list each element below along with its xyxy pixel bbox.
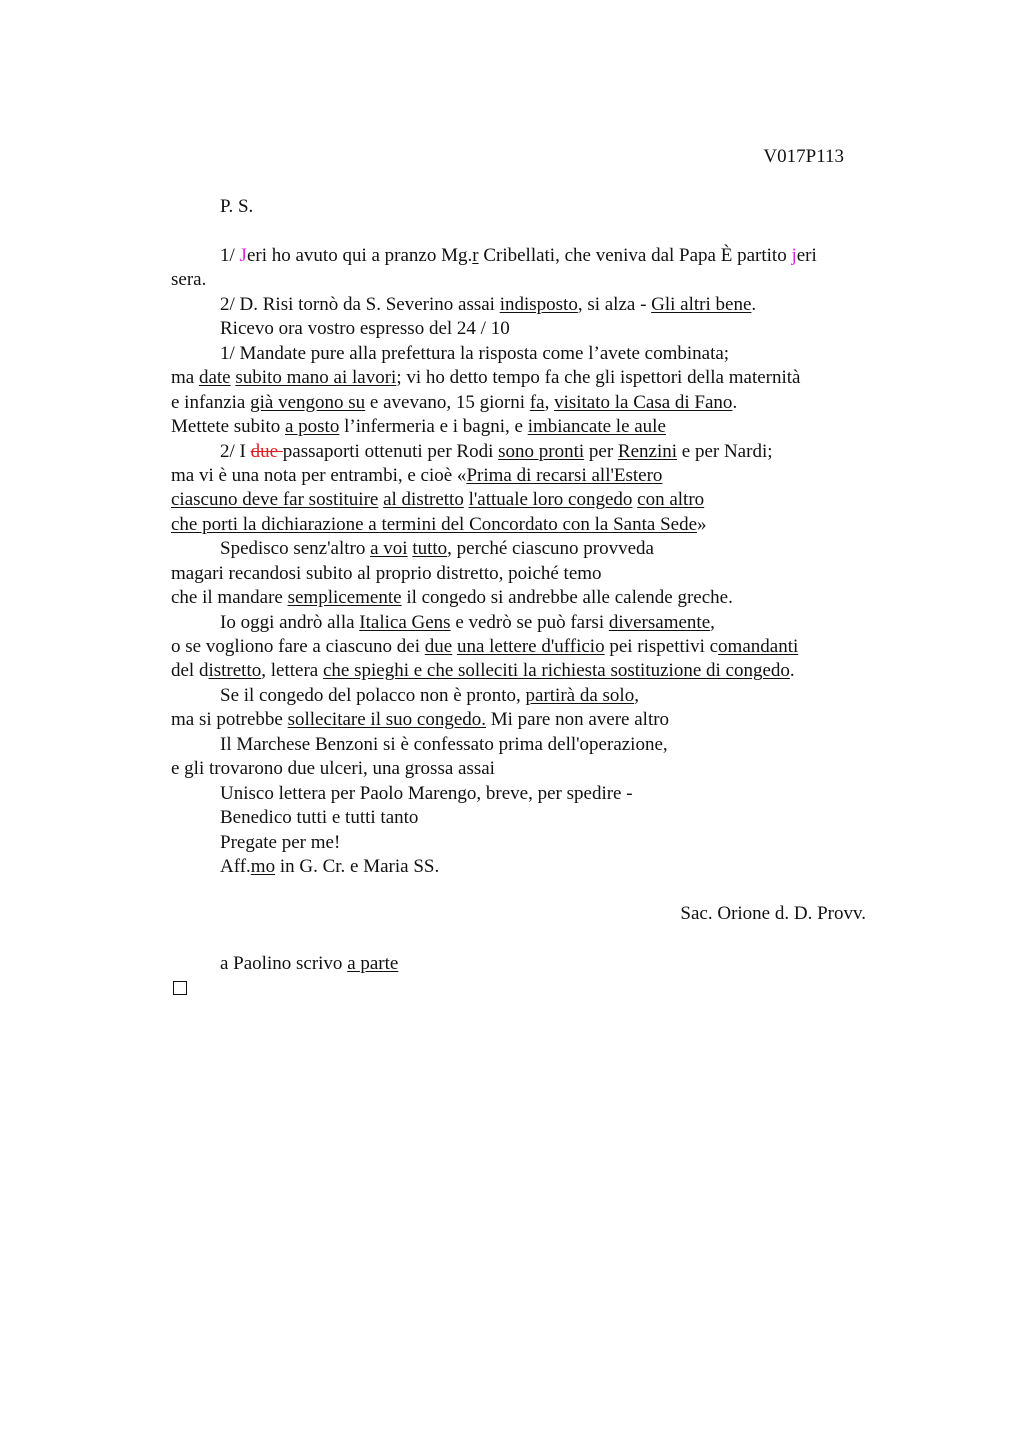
text-segment: e gli trovarono due ulceri, una grossa assai [171,758,495,780]
text-segment: Mi pare non avere altro [486,709,670,731]
underlined-text: diversamente [608,611,711,633]
text-segment: Unisco lettera per Paolo Marengo, breve, per spedire - [220,782,633,804]
text-line [171,855,891,879]
text-line [171,440,891,464]
signature: Sac. Orione d. D. Provv. [680,903,866,924]
underlined-text: l'attuale loro congedo [468,489,633,511]
text-line [171,831,891,855]
text-line [171,562,891,586]
text-segment: 1/ [220,245,240,266]
underlined-text: una lettere d'ufficio [456,636,605,657]
underlined-text: a posto [284,416,340,438]
underlined-text: a voi [370,538,408,560]
postscript-text: a Paolino scrivo [220,953,348,974]
text-line [171,684,891,708]
text-line [171,733,891,757]
text-segment: o se vogliono fare a ciascuno dei [171,636,425,657]
underlined-text: partirà da solo [525,684,635,706]
text-segment: il congedo si andrebbe alle calende greche. [401,587,733,609]
text-segment: Io oggi andrò alla [220,611,360,633]
text-segment: in G. Cr. e Maria SS. [275,855,440,877]
empty-square-icon [173,981,187,995]
text-line [171,391,891,415]
text-line [171,611,891,635]
text-line [171,708,891,732]
text-line [171,415,891,439]
text-segment: Benedico tutti e tutti tanto [220,807,419,829]
text-segment: Aff. [220,855,251,877]
text-line [171,464,891,488]
underlined-text: sollecitare il suo congedo. [287,709,486,731]
ps-heading: P. S. [220,196,254,217]
text-line [171,317,891,341]
postscript-note [220,953,398,975]
text-segment: Se il congedo del polacco non è pronto, [220,684,526,706]
highlighted-letter: J [239,245,247,266]
text-segment: 2/ I [220,440,251,462]
text-line [171,268,891,292]
text-segment: 1/ Mandate pure alla prefettura la risposta come l’avete combinata; [220,342,730,364]
text-segment: pei rispettivi c [604,636,719,657]
text-segment: e avevano, 15 giorni [365,391,530,413]
text-line [171,244,891,268]
underlined-text: imbiancate le aule [527,416,666,438]
underlined-text: già vengono su [250,391,366,413]
text-line [171,757,891,781]
underlined-text: omandanti [718,636,799,657]
text-segment: per [584,440,618,462]
text-segment: e vedrò se può farsi [450,611,609,633]
underlined-text: due [424,636,453,657]
text-segment: passaporti ottenuti per Rodi [282,440,499,462]
text-segment: magari recandosi subito al proprio distretto, poiché temo [171,562,602,584]
underlined-text: Italica Gens [359,611,451,633]
underlined-text: Prima di recarsi all'Estero [466,464,663,486]
underlined-text: indisposto [499,293,578,315]
underlined-text: semplicemente [287,587,402,609]
text-line [171,366,891,390]
underlined-text: tutto [412,538,448,560]
text-segment: Il Marchese Benzoni si è confessato prima dell'operazione, [220,733,668,755]
text-line [171,488,891,512]
document-id: V017P113 [763,146,844,167]
text-segment: . [732,391,738,413]
underlined-text: istretto [208,660,262,682]
text-line [171,537,891,561]
text-segment: eri ho avuto qui a pranzo Mg. [246,245,473,266]
text-segment: che il mandare [171,587,288,609]
text-segment: . [789,660,795,682]
underlined-text: visitato la Casa di Fano [554,391,733,413]
text-line [171,806,891,830]
text-segment: Mettete subito [171,416,285,438]
text-segment: Cribellati, che veniva dal Papa È partito [478,245,792,266]
underlined-text: Gli altri bene [651,293,752,315]
underlined-text: Renzini [617,440,678,462]
underlined-text: date [198,367,231,389]
text-segment: » [697,513,707,535]
underlined-text: fa [529,391,545,413]
text-line [171,293,891,317]
text-segment: ; vi ho detto tempo fa che gli ispettori della maternità [396,367,801,389]
text-segment: , [634,684,639,706]
text-segment: ma vi è una nota per entrambi, e cioè « [171,464,467,486]
deleted-text: due [250,440,283,462]
text-segment: ma si potrebbe [171,709,288,731]
text-segment: , [544,391,555,413]
text-line [171,586,891,610]
text-segment: Pregate per me! [220,831,341,853]
letter-body [171,244,891,879]
highlighted-letter: j [791,245,797,266]
text-segment: Spedisco senz'altro [220,538,371,560]
text-line [171,513,891,537]
text-segment: eri [796,245,817,266]
text-segment: e per Nardi; [677,440,773,462]
text-line [171,782,891,806]
text-segment: 2/ D. Risi tornò da S. Severino assai [220,293,500,315]
text-segment: , lettera [261,660,323,682]
text-line [171,635,891,659]
text-line [171,342,891,366]
text-segment: l’infermeria e i bagni, e [339,416,528,438]
underlined-text: che spieghi e che solleciti la richiesta sostituzione di congedo [322,660,790,682]
underlined-text: al distretto [383,489,464,511]
underlined-text: con altro [637,489,705,511]
underlined-text: r [472,245,479,266]
text-segment: ma [171,367,199,389]
underlined-text: mo [250,855,276,877]
text-segment: del d [171,660,209,682]
text-segment: . [751,293,757,315]
text-segment: , si alza - [577,293,652,315]
text-segment: , perché ciascuno provveda [447,538,654,560]
underlined-text: che porti la dichiarazione a termini del Concordato con la Santa Sede [171,513,697,535]
text-segment: sera. [171,269,207,291]
text-segment: , [710,611,715,633]
underlined-text: ciascuno deve far sostituire [171,489,379,511]
postscript-underlined: a parte [347,953,399,974]
text-segment: e infanzia [171,391,251,413]
underlined-text: sono pronti [498,440,585,462]
text-segment: Ricevo ora vostro espresso del 24 / 10 [220,318,510,340]
text-line [171,659,891,683]
underlined-text: subito mano ai lavori [235,367,397,389]
